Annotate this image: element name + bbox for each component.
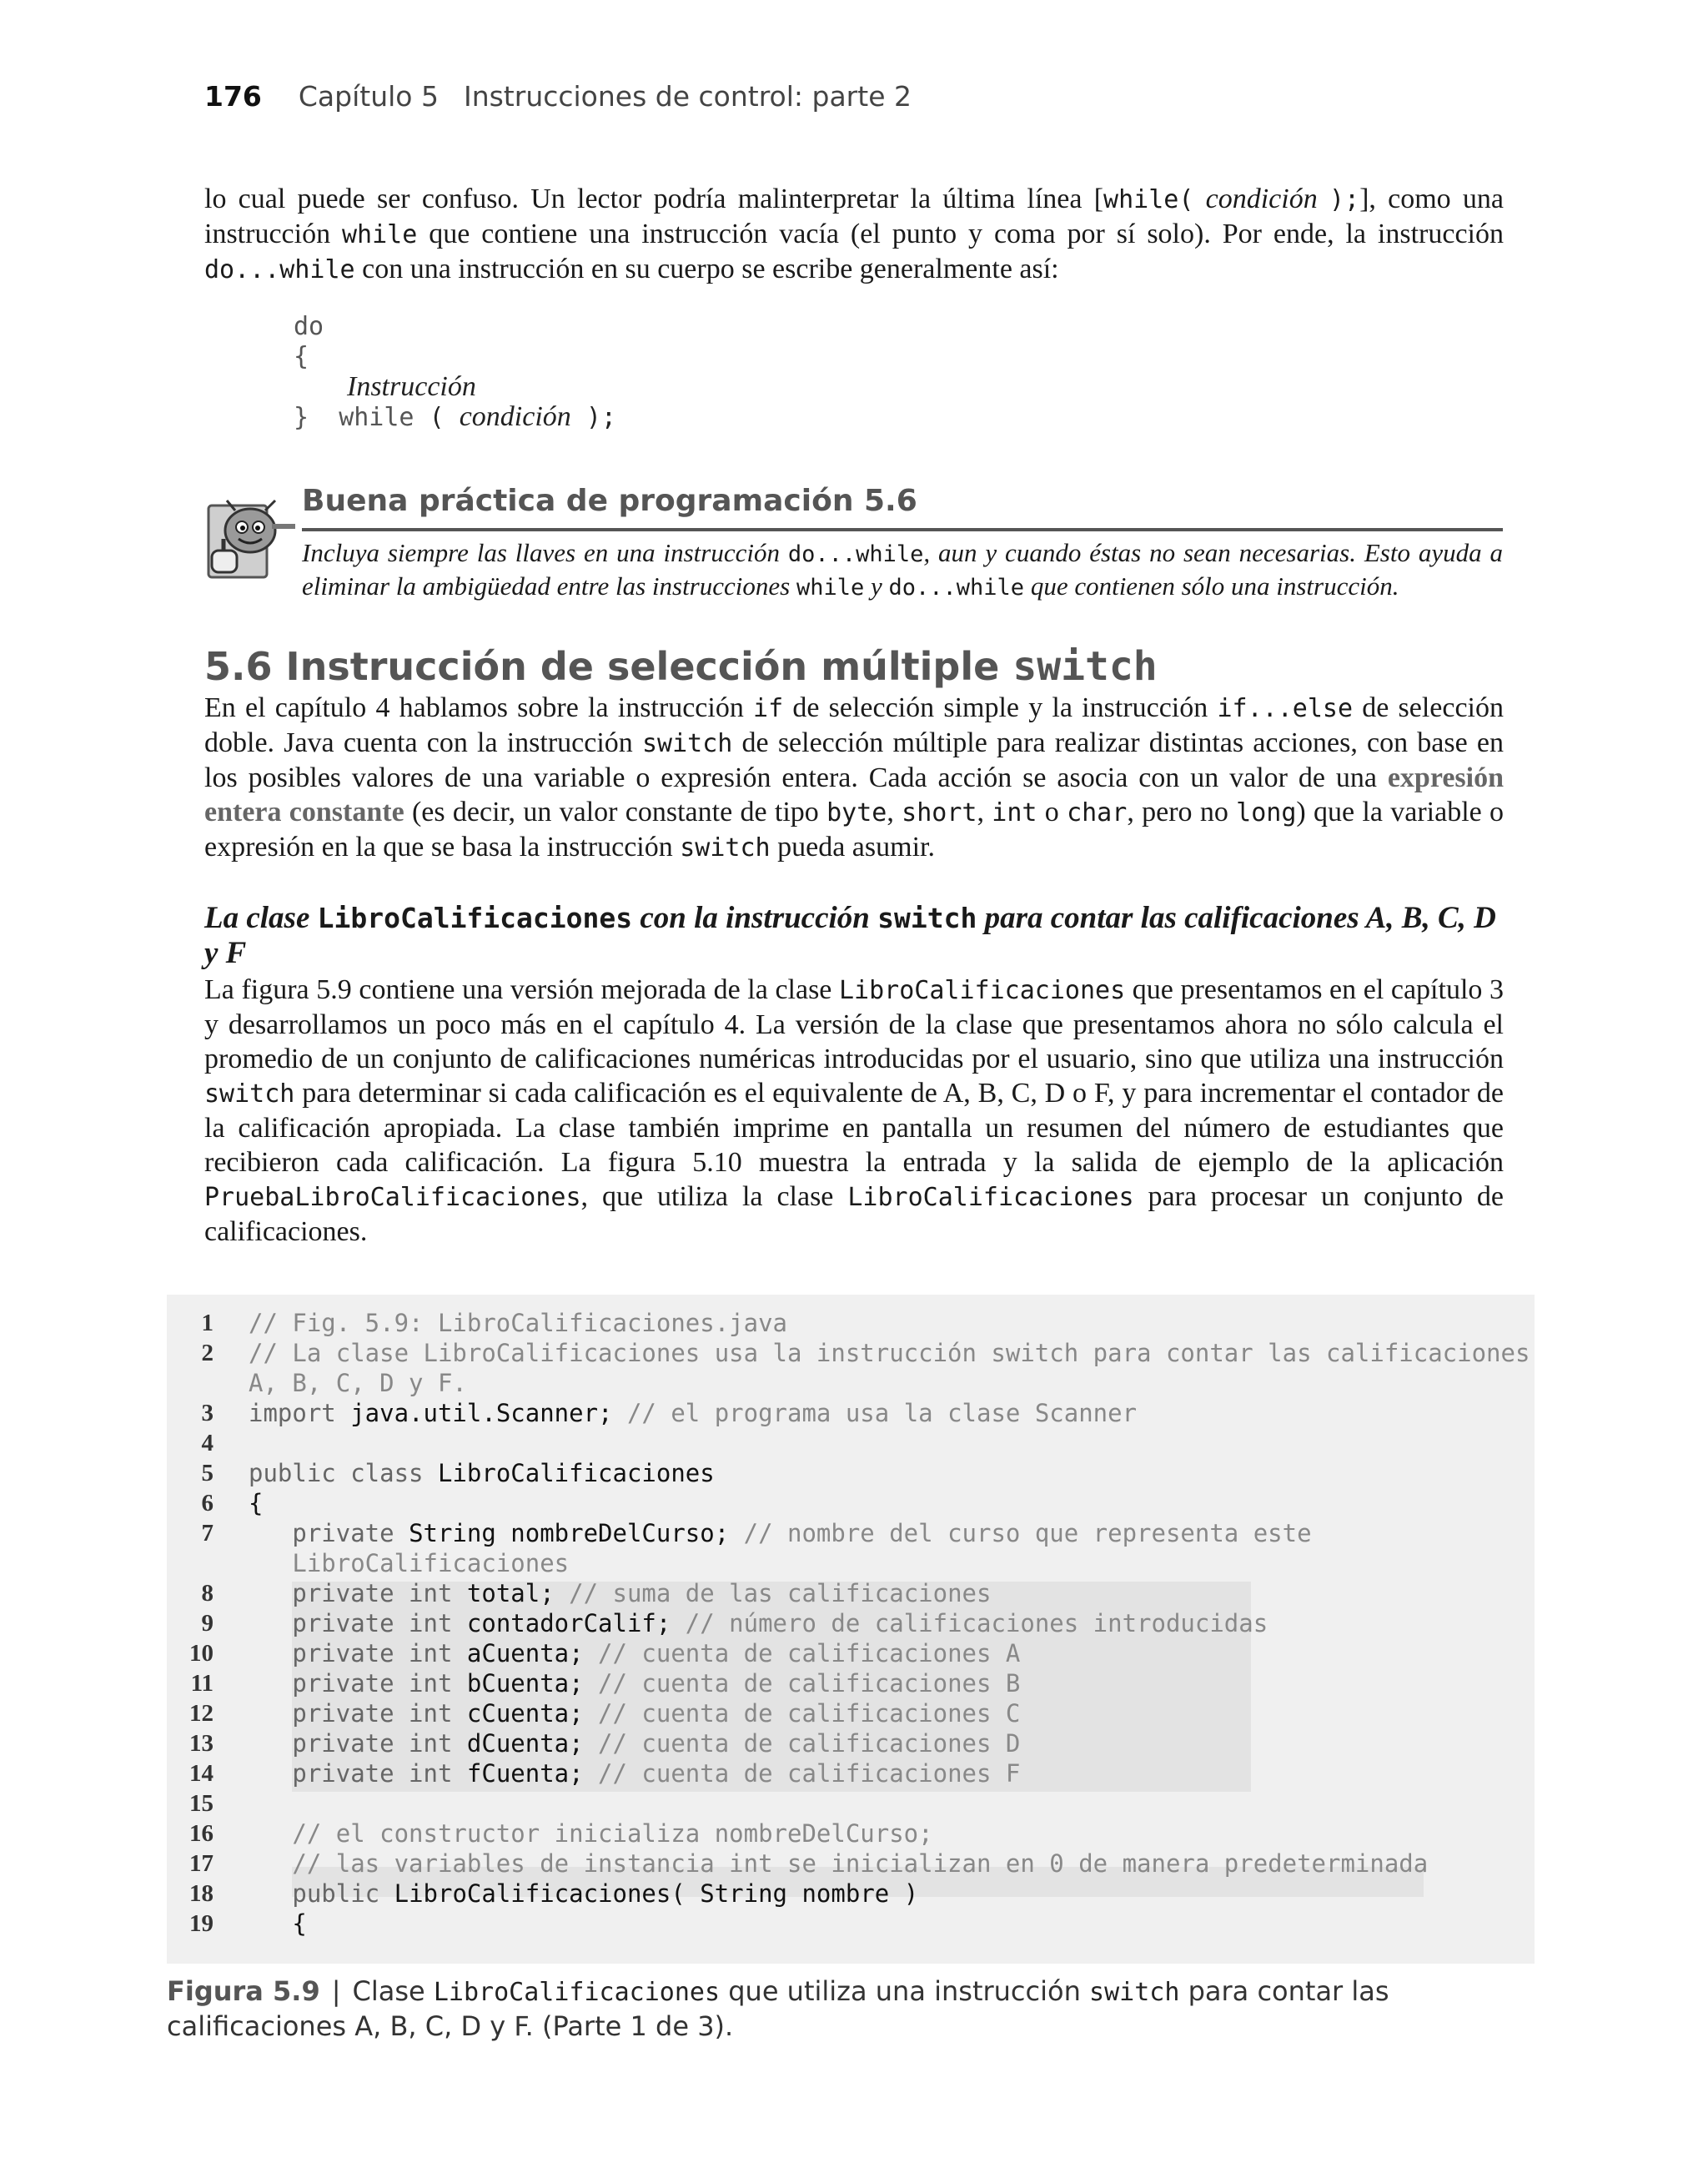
italic-run: Instrucción: [347, 371, 476, 402]
code-comment: // el programa usa la clase Scanner: [612, 1399, 1138, 1427]
code-line-6: [167, 1488, 1535, 1518]
code-text: [249, 1668, 1020, 1698]
heading-text: 5.6 Instrucción de selección múltiple: [204, 644, 1013, 689]
code-run: switch: [1089, 1978, 1180, 2007]
code-keyword: private int: [249, 1609, 467, 1637]
code-run: LibroCalificaciones: [317, 902, 633, 934]
code-keyword: private int: [249, 1579, 467, 1607]
text-run: lo cual puede ser confuso. Un lector podría malinterpretar la última línea [: [204, 184, 1104, 214]
code-identifier: aCuenta;: [466, 1639, 584, 1667]
code-text: [249, 1308, 787, 1338]
key-term: expresión entera constante: [204, 762, 1504, 827]
code-line-2: [167, 1338, 1535, 1368]
text-run: , que utiliza la clase: [580, 1181, 848, 1212]
code-line-11: [167, 1668, 1535, 1698]
code-run: while: [342, 220, 418, 249]
line-number: 16: [189, 1820, 214, 1847]
code-run: while: [796, 575, 865, 601]
code-identifier: total;: [466, 1579, 555, 1607]
code-comment: // cuenta de calificaciones F: [583, 1759, 1021, 1788]
code-line-5: [167, 1458, 1535, 1488]
code-identifier: fCuenta;: [466, 1759, 584, 1788]
line-number: 18: [189, 1880, 214, 1907]
code-identifier: String nombreDelCurso;: [409, 1519, 730, 1547]
line-number: 3: [201, 1400, 214, 1426]
code-comment: // cuenta de calificaciones B: [583, 1669, 1021, 1698]
code-run: if: [753, 694, 784, 723]
code-run: while: [339, 403, 414, 432]
code-identifier: java.util.Scanner;: [350, 1399, 613, 1427]
code-identifier: LibroCalificaciones( String nombre ): [394, 1879, 919, 1908]
code-line-12: [167, 1698, 1535, 1728]
code-comment: // cuenta de calificaciones C: [583, 1699, 1021, 1728]
line-number: 8: [201, 1580, 214, 1607]
code-run: (: [429, 403, 445, 432]
text-run: para contar las calificaciones A, B, C, D y F: [204, 901, 1496, 970]
code-line-19: [167, 1909, 1535, 1939]
code-text: [249, 1728, 1020, 1758]
text-run: , pero no: [1127, 797, 1237, 827]
text-run: ) que la variable o expresión en la que se basa la instrucción: [204, 797, 1505, 863]
code-text: [249, 1909, 307, 1939]
section-heading: [204, 643, 1158, 690]
code-comment: LibroCalificaciones: [249, 1549, 570, 1577]
running-head: [204, 80, 912, 113]
intro-paragraph: [204, 182, 1504, 287]
code-run: PruebaLibroCalificaciones: [204, 1183, 581, 1212]
code-text: [249, 1338, 1530, 1368]
text-run: , aun y cuando éstas no sean necesarias. Esto ayuda a eliminar la ambigüedad entre las instrucciones: [302, 538, 1503, 601]
code-keyword: private int: [249, 1669, 467, 1698]
code-run: );: [1329, 185, 1360, 214]
code-run: int: [992, 798, 1037, 827]
code-text: [249, 1849, 1428, 1879]
code-run: byte: [826, 798, 887, 827]
code-text: [249, 1698, 1020, 1728]
code-line-9: [167, 1608, 1535, 1638]
code-text: [249, 1818, 933, 1849]
line-number: 12: [189, 1700, 214, 1727]
code-run: while(: [1103, 185, 1194, 214]
code-run: LibroCalificaciones: [847, 1183, 1134, 1212]
figure-caption: [167, 1974, 1535, 2043]
line-number: 2: [201, 1340, 214, 1366]
code-lines: [167, 1308, 1535, 1939]
code-run: if...else: [1217, 694, 1354, 723]
code-comment: // número de calificaciones introducidas: [671, 1609, 1268, 1637]
line-number: 4: [201, 1430, 214, 1456]
code-line-10: [167, 1638, 1535, 1668]
code-line-18: [167, 1879, 1535, 1909]
line-number: 10: [189, 1640, 214, 1667]
caption-separator: |: [331, 1975, 341, 2007]
code-line: [294, 402, 616, 432]
code-keyword: private int: [249, 1729, 467, 1758]
line-number: 1: [201, 1310, 214, 1336]
code-run: );: [585, 403, 616, 432]
code-line: [294, 372, 616, 402]
text-run: que utiliza una instrucción: [720, 1975, 1090, 2007]
code-line-1: [167, 1308, 1535, 1338]
italic-run: condición: [459, 401, 571, 432]
code-run: switch: [680, 833, 771, 863]
code-line-3: [167, 1398, 1535, 1428]
code-line-8: [167, 1578, 1535, 1608]
code-line-16: [167, 1818, 1535, 1849]
code-text: [249, 1488, 263, 1518]
text-run: (es decir, un valor constante de tipo: [404, 797, 827, 827]
code-line-13: [167, 1728, 1535, 1758]
chapter-title: Instrucciones de control: parte 2: [463, 80, 912, 113]
code-comment: // suma de las calificaciones: [554, 1579, 992, 1607]
code-identifier: {: [249, 1909, 307, 1938]
section-paragraph: [204, 691, 1504, 865]
line-number: 14: [189, 1760, 214, 1787]
code-text: [249, 1548, 569, 1578]
code-run: switch: [877, 902, 977, 934]
code-line-17: [167, 1849, 1535, 1879]
line-number: 6: [201, 1490, 214, 1517]
code-keyword: public class: [249, 1459, 438, 1487]
code-identifier: dCuenta;: [466, 1729, 584, 1758]
code-text: [249, 1758, 1020, 1788]
text-run: ,: [887, 797, 902, 827]
text-run: La figura 5.9 contiene una versión mejorada de la clase: [204, 974, 839, 1005]
code-keyword: public: [249, 1879, 394, 1908]
code-keyword: private int: [249, 1759, 467, 1788]
code-comment: // La clase LibroCalificaciones usa la instrucción switch para contar las calificaciones: [249, 1339, 1530, 1367]
code-run: LibroCalificaciones: [839, 976, 1126, 1005]
code-keyword: private int: [249, 1699, 467, 1728]
line-number: 9: [201, 1610, 214, 1637]
code-comment: A, B, C, D y F.: [249, 1369, 467, 1397]
line-number: 7: [201, 1520, 214, 1547]
line-number: 17: [189, 1850, 214, 1877]
line-number: 15: [189, 1790, 214, 1817]
code-run: }: [294, 403, 309, 432]
code-keyword: private: [249, 1519, 409, 1547]
code-run: switch: [204, 1079, 295, 1109]
text-run: con una instrucción en su cuerpo se escribe generalmente así:: [354, 254, 1059, 284]
code-line-14: [167, 1758, 1535, 1788]
text-run: pueda asumir.: [770, 832, 935, 863]
text-run: que presentamos en el capítulo 3 y desarrollamos un poco más en el capítulo 4. La versión de la clase que presentamos ahora no sólo calcula el promedio de un conjunto de calificaciones numéricas introducidas por el usuario, sino que utiliza una instrucción: [204, 974, 1504, 1074]
line-number: 11: [190, 1670, 214, 1697]
text-run: con la instrucción: [632, 901, 878, 935]
tip-text: [302, 537, 1503, 604]
italic-run: condición: [1205, 184, 1318, 214]
code-run: do...while: [888, 575, 1025, 601]
code-run: long: [1236, 798, 1297, 827]
do-while-code-block: [294, 312, 616, 432]
code-line-7-wrap: [167, 1548, 1535, 1578]
code-line-7: [167, 1518, 1535, 1548]
code-line: do: [294, 312, 324, 341]
text-run: que contienen sólo una instrucción.: [1024, 571, 1399, 601]
text-run: para procesar un conjunto de calificaciones.: [204, 1181, 1504, 1247]
tip-heading: Buena práctica de programación 5.6: [302, 484, 917, 518]
subsection-heading: [204, 901, 1505, 971]
text-run: de selección doble. Java cuenta con la instrucción: [204, 692, 1505, 758]
code-run: do...while: [787, 541, 924, 567]
text-run: En el capítulo 4 hablamos sobre la instrucción: [204, 692, 754, 723]
code-identifier: cCuenta;: [466, 1699, 584, 1728]
text-run: Incluya siempre las llaves en una instrucción: [302, 538, 788, 567]
line-number: 5: [201, 1460, 214, 1486]
tip-rule: [302, 528, 1503, 531]
code-run: short: [902, 798, 977, 827]
text-run: de selección simple y la instrucción: [783, 692, 1218, 723]
bug-mascot-icon: [207, 499, 299, 581]
code-text: [249, 1368, 467, 1398]
subsection-paragraph: [204, 973, 1504, 1249]
code-comment: // cuenta de calificaciones D: [583, 1729, 1021, 1758]
code-identifier: contadorCalif;: [466, 1609, 671, 1637]
line-number: 19: [189, 1910, 214, 1937]
text-run: y: [864, 571, 889, 601]
code-text: [249, 1398, 1137, 1428]
code-text: [249, 1518, 1312, 1548]
code-line-4: [167, 1428, 1535, 1458]
code-comment: // el constructor inicializa nombreDelCurso;: [249, 1819, 933, 1848]
code-comment: // cuenta de calificaciones A: [583, 1639, 1021, 1667]
text-run: La clase: [204, 901, 318, 935]
code-line-2-wrap: [167, 1368, 1535, 1398]
text-run: Clase: [352, 1975, 434, 2007]
code-text: [249, 1638, 1020, 1668]
heading-code: switch: [1012, 643, 1158, 690]
code-identifier: LibroCalificaciones: [437, 1459, 715, 1487]
code-text: [249, 1608, 1268, 1638]
code-comment: // las variables de instancia int se inicializan en 0 de manera predeterminada: [249, 1849, 1429, 1878]
code-identifier: {: [249, 1489, 264, 1517]
code-line: {: [294, 342, 309, 371]
code-keyword: private int: [249, 1639, 467, 1667]
text-run: ,: [977, 797, 992, 827]
figure-label: Figura 5.9: [167, 1975, 320, 2007]
chapter-label: Capítulo 5: [298, 80, 439, 113]
code-comment: // nombre del curso que representa este: [729, 1519, 1312, 1547]
code-keyword: import: [249, 1399, 351, 1427]
code-identifier: bCuenta;: [466, 1669, 584, 1698]
code-run: LibroCalificaciones: [433, 1978, 721, 2007]
text-run: o: [1037, 797, 1068, 827]
code-text: [249, 1458, 715, 1488]
code-comment: // Fig. 5.9: LibroCalificaciones.java: [249, 1309, 788, 1337]
code-run: do...while: [204, 255, 355, 284]
code-text: [249, 1578, 991, 1608]
code-listing: [167, 1295, 1535, 1964]
line-number: 13: [189, 1730, 214, 1757]
code-run: char: [1067, 798, 1128, 827]
text-run: que contiene una instrucción vacía (el punto y coma por sí solo). Por ende, la instrucción: [417, 219, 1504, 249]
code-text: [249, 1879, 918, 1909]
text-run: para contar las calificaciones A, B, C, D y F. (Parte 1 de 3).: [167, 1975, 1389, 2042]
page-number: 176: [204, 80, 262, 113]
code-run: switch: [641, 729, 733, 758]
text-run: ], como una instrucción: [204, 184, 1504, 249]
code-line-15: [167, 1788, 1535, 1818]
text-run: para determinar si cada calificación es el equivalente de A, B, C, D o F, y para incrementar el contador de la calificación apropiada. La clase también imprime en pantalla un resumen del número de estudiantes que recibieron cada calificación. La figura 5.10 muestra la entrada y la salida de ejemplo de la aplicación: [204, 1078, 1504, 1178]
text-run: de selección múltiple para realizar distintas acciones, con base en los posibles valores de una variable o expresión entera. Cada acción se asocia con un valor de una: [204, 727, 1504, 793]
